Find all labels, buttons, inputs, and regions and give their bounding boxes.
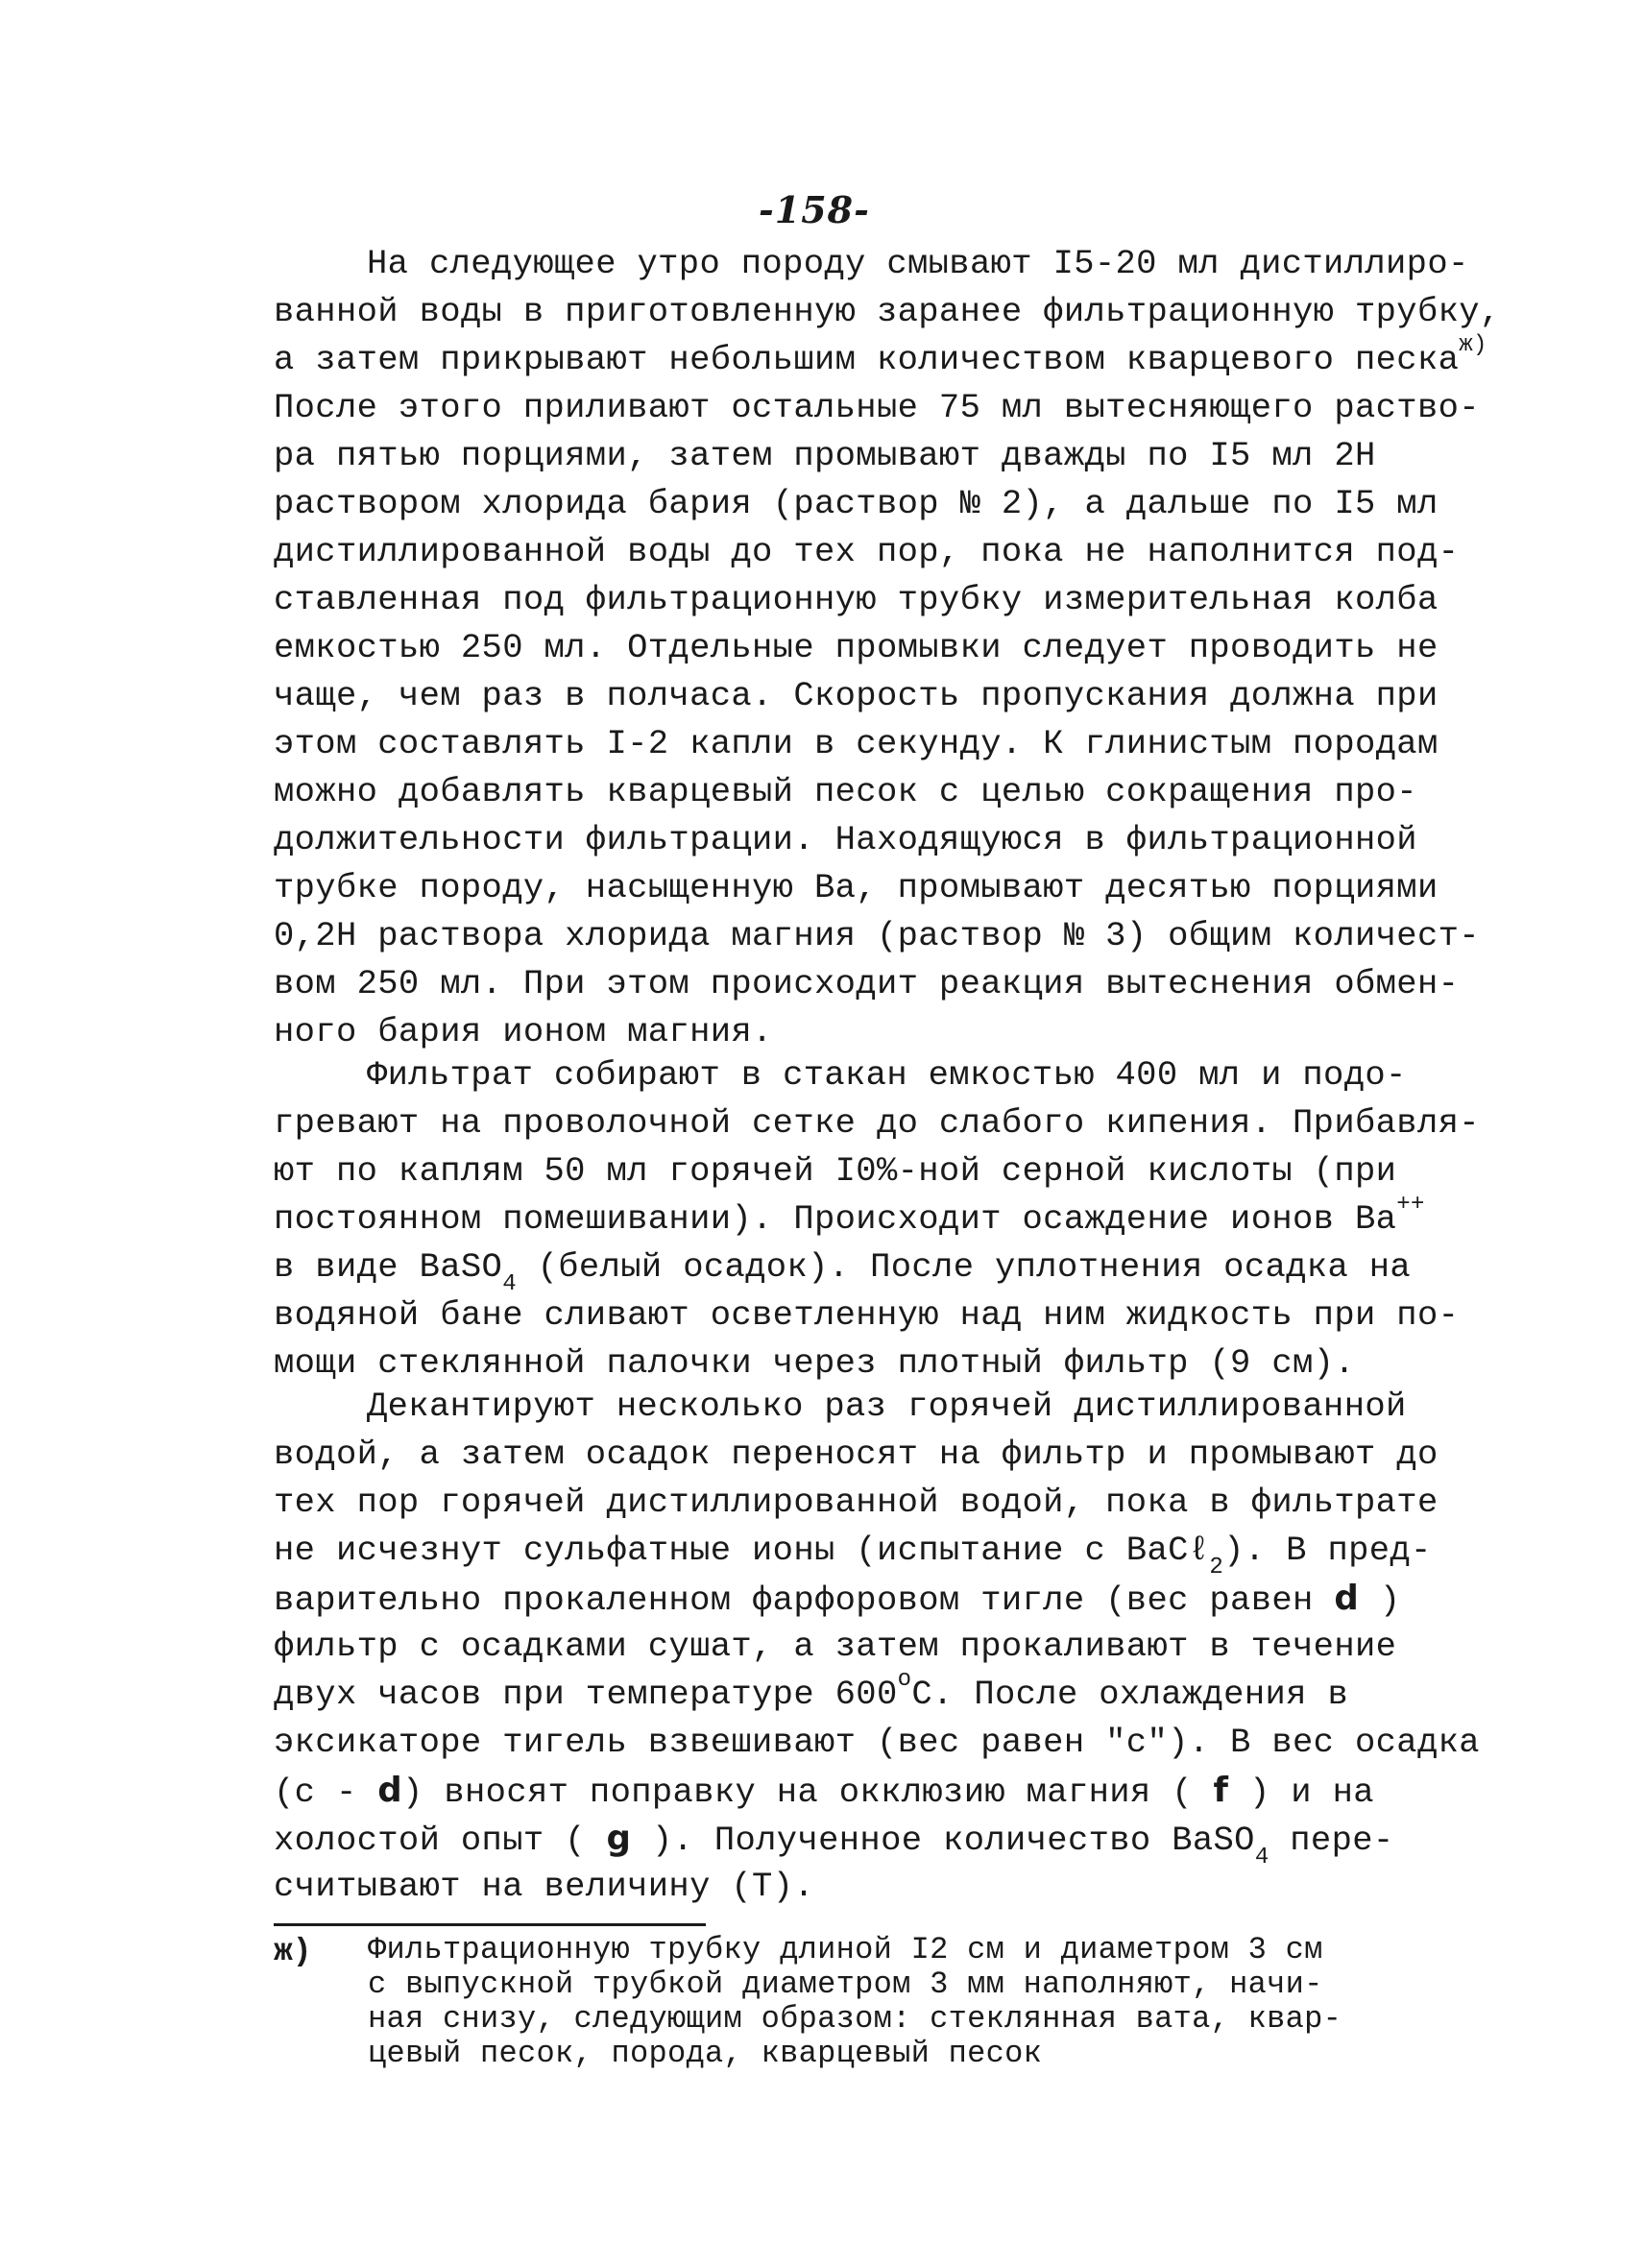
- text-line: [274, 1192, 1425, 1243]
- footnote-divider: [274, 1923, 706, 1926]
- subscript: 4: [502, 1271, 517, 1298]
- text-fragment: ): [1359, 1580, 1401, 1620]
- footnote-reference: ж): [1459, 332, 1487, 359]
- text-fragment: (белый осадок). После уплотнения осадка на: [516, 1247, 1412, 1287]
- text-line: емкостью 250 мл. Отдельные промывки следует проводить не: [274, 628, 1438, 667]
- text-line: раствором хлорида бария (раствор № 2), а дальше по I5 мл: [274, 484, 1438, 523]
- variable-d: d: [377, 1771, 403, 1810]
- footnote-marker: ж): [274, 1934, 312, 1969]
- text-fragment: пере-: [1269, 1821, 1394, 1860]
- text-line: фильтр с осадками сушат, а затем прокаливают в течение: [274, 1627, 1397, 1666]
- text-fragment: ). В пред-: [1223, 1531, 1432, 1570]
- footnote-line: Фильтрационную трубку длиной I2 см и диаметром 3 см: [368, 1932, 1323, 1967]
- text-line: [274, 1815, 1394, 1871]
- text-line: должительности фильтрации. Находящуюся в фильтрационной: [274, 820, 1417, 859]
- footnote-line: цевый песок, порода, кварцевый песок: [368, 2036, 1043, 2071]
- text-line: После этого приливают остальные 75 мл вытесняющего раство-: [274, 388, 1480, 427]
- text-line: 0,2Н раствора хлорида магния (раствор № 3) общим количест-: [274, 916, 1480, 955]
- text-line: ра пятью порциями, затем промывают дважды по I5 мл 2Н: [274, 436, 1376, 475]
- text-fragment: варительно прокаленном фарфоровом тигле (вес равен: [274, 1580, 1335, 1620]
- text-line: На следующее утро породу смывают I5-20 мл дистиллиро-: [367, 244, 1469, 283]
- text-line: ного бария ионом магния.: [274, 1012, 773, 1051]
- text-line: Декантируют несколько раз горячей дистиллированной: [367, 1387, 1407, 1426]
- charge-superscript: ++: [1396, 1192, 1425, 1218]
- text-fragment: двух часов при температуре 600: [274, 1675, 898, 1714]
- text-line: [274, 1767, 1374, 1817]
- text-line: трубке породу, насыщенную Ва, промывают десятью порциями: [274, 868, 1438, 907]
- text-line: тех пор горячей дистиллированной водой, пока в фильтрате: [274, 1483, 1438, 1522]
- text-line: [274, 1527, 1432, 1581]
- text-fragment: ). Полученное количество BaSO: [631, 1821, 1255, 1860]
- footnote-line: с выпускной трубкой диаметром 3 мм наполняют, начи-: [368, 1966, 1323, 2002]
- degree-superscript: o: [897, 1667, 912, 1694]
- text-fragment: ) и на: [1228, 1773, 1374, 1812]
- text-line: водяной бане сливают осветленную над ним жидкость при по-: [274, 1295, 1460, 1335]
- text-line: [274, 1575, 1400, 1625]
- variable-g: g: [606, 1819, 632, 1858]
- text-fragment: С. После охлаждения в: [911, 1675, 1349, 1714]
- text-line: мощи стеклянной палочки через плотный фильтр (9 см).: [274, 1343, 1355, 1383]
- text-fragment: (с -: [274, 1773, 378, 1812]
- text-line: ванной воды в приготовленную заранее фильтрационную трубку,: [274, 292, 1501, 331]
- text-fragment: не исчезнут сульфатные ионы (испытание с BaCℓ: [274, 1531, 1210, 1570]
- text-line: считывают на величину (Т).: [274, 1867, 814, 1906]
- variable-d: d: [1334, 1579, 1360, 1618]
- text-fragment: а затем прикрывают небольшим количеством кварцевого песка: [274, 340, 1460, 379]
- page-number: -158-: [759, 188, 870, 231]
- text-line: дистиллированной воды до тех пор, пока не наполнится под-: [274, 532, 1460, 571]
- text-line: водой, а затем осадок переносят на фильтр и промывают до: [274, 1435, 1438, 1474]
- footnote-line: ная снизу, следующим образом: стеклянная вата, квар-: [368, 2001, 1342, 2037]
- text-line: Фильтрат собирают в стакан емкостью 400 мл и подо-: [367, 1055, 1407, 1095]
- text-line: чаще, чем раз в полчаса. Скорость пропускания должна при: [274, 676, 1438, 715]
- text-line: гревают на проволочной сетке до слабого кипения. Прибавля-: [274, 1103, 1480, 1143]
- text-line: ставленная под фильтрационную трубку измерительная колба: [274, 580, 1438, 619]
- text-fragment: холостой опыт (: [274, 1821, 607, 1860]
- text-line: этом составлять I-2 капли в секунду. К глинистым породам: [274, 724, 1438, 763]
- text-line: можно добавлять кварцевый песок с целью сокращения про-: [274, 772, 1417, 811]
- text-fragment: постоянном помешивании). Происходит осаждение ионов Ва: [274, 1199, 1397, 1239]
- text-line: эксикаторе тигель взвешивают (вес равен "с"). В вес осадка: [274, 1723, 1480, 1762]
- text-line: ют по каплям 50 мл горячей I0%-ной серной кислоты (при: [274, 1151, 1397, 1191]
- text-line: вом 250 мл. При этом происходит реакция вытеснения обмен-: [274, 964, 1460, 1003]
- text-line: [274, 1243, 1412, 1298]
- text-fragment: ) вносят поправку на окклюзию магния (: [402, 1773, 1214, 1812]
- text-line: [274, 332, 1487, 384]
- text-line: [274, 1667, 1349, 1719]
- subscript: 4: [1254, 1845, 1269, 1871]
- subscript: 2: [1209, 1555, 1224, 1581]
- text-fragment: в виде BaSO: [274, 1247, 503, 1287]
- variable-f: f: [1213, 1771, 1229, 1810]
